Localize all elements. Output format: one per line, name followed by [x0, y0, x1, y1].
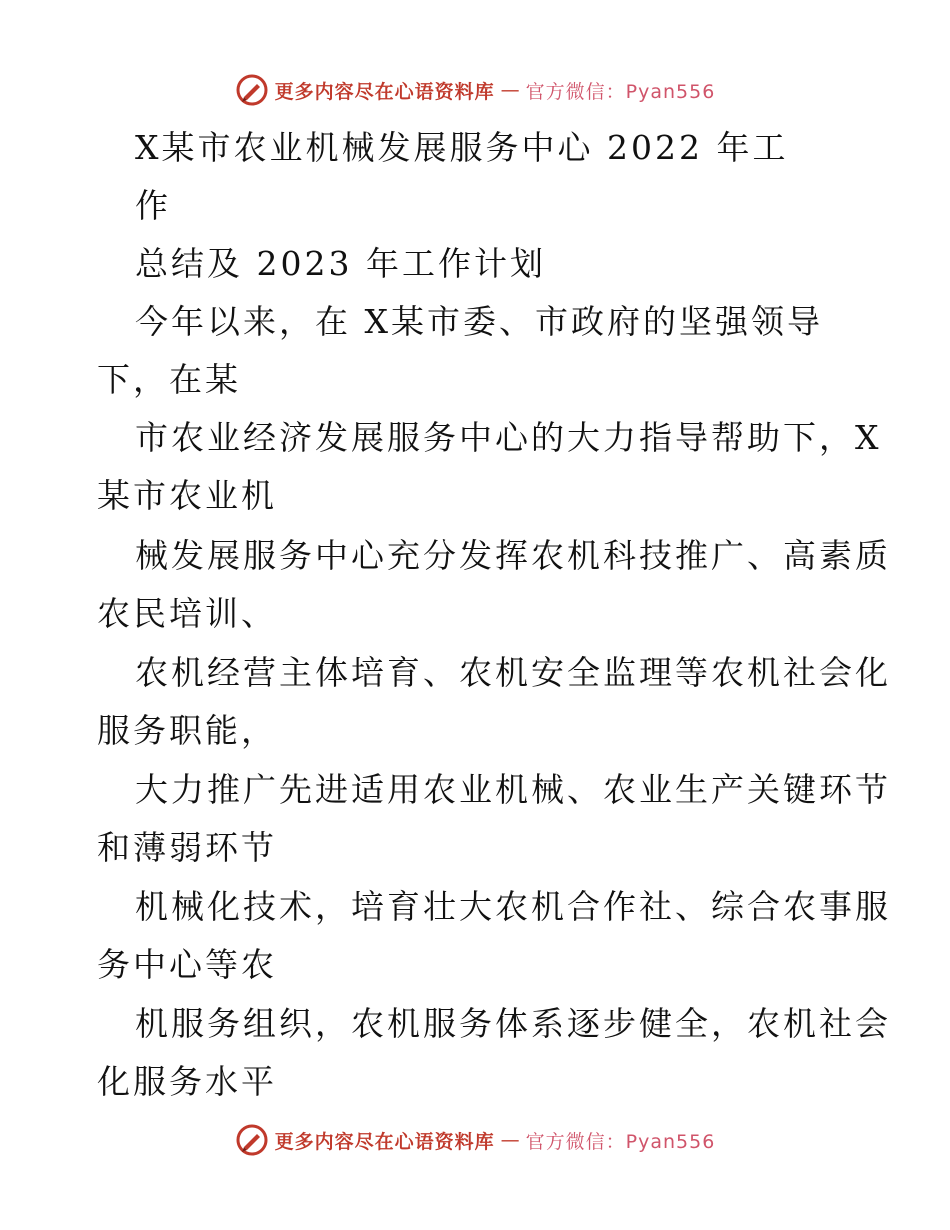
document-line: 机服务组织，农机服务体系逐步健全，农机社会	[135, 1004, 891, 1043]
document-line: 市农业经济发展服务中心的大力指导帮助下，X	[135, 418, 882, 457]
document-line: 某市农业机	[97, 476, 277, 515]
document-line: 作	[135, 186, 171, 225]
document-line: 总结及 2023 年工作计划	[135, 244, 546, 283]
pen-heart-logo-icon	[235, 1123, 269, 1157]
banner-contact-text: 官方微信：Pyan556	[525, 1130, 716, 1153]
document-line: 务中心等农	[97, 945, 277, 984]
document-line: 下，在某	[97, 360, 241, 399]
banner-dash: —	[500, 79, 520, 101]
footer-watermark-banner	[0, 1122, 950, 1158]
document-line: 化服务水平	[97, 1062, 277, 1101]
document-line: 服务职能，	[97, 711, 277, 750]
document-line: 农民培训、	[97, 594, 277, 633]
banner-contact-text: 官方微信：Pyan556	[525, 80, 716, 103]
document-line: 和薄弱环节	[97, 828, 277, 867]
banner-main-text: 更多内容尽在心语资料库	[274, 1130, 495, 1153]
document-line: X某市农业机械发展服务中心 2022 年工	[135, 128, 789, 167]
banner-main-text: 更多内容尽在心语资料库	[274, 80, 495, 103]
document-line: 今年以来，在 X某市委、市政府的坚强领导	[135, 302, 823, 341]
document-line: 农机经营主体培育、农机安全监理等农机社会化	[135, 653, 891, 692]
document-line: 大力推广先进适用农业机械、农业生产关键环节	[135, 770, 891, 809]
banner-dash: —	[500, 1129, 520, 1151]
document-line: 械发展服务中心充分发挥农机科技推广、高素质	[135, 536, 891, 575]
document-line: 机械化技术，培育壮大农机合作社、综合农事服	[135, 887, 891, 926]
